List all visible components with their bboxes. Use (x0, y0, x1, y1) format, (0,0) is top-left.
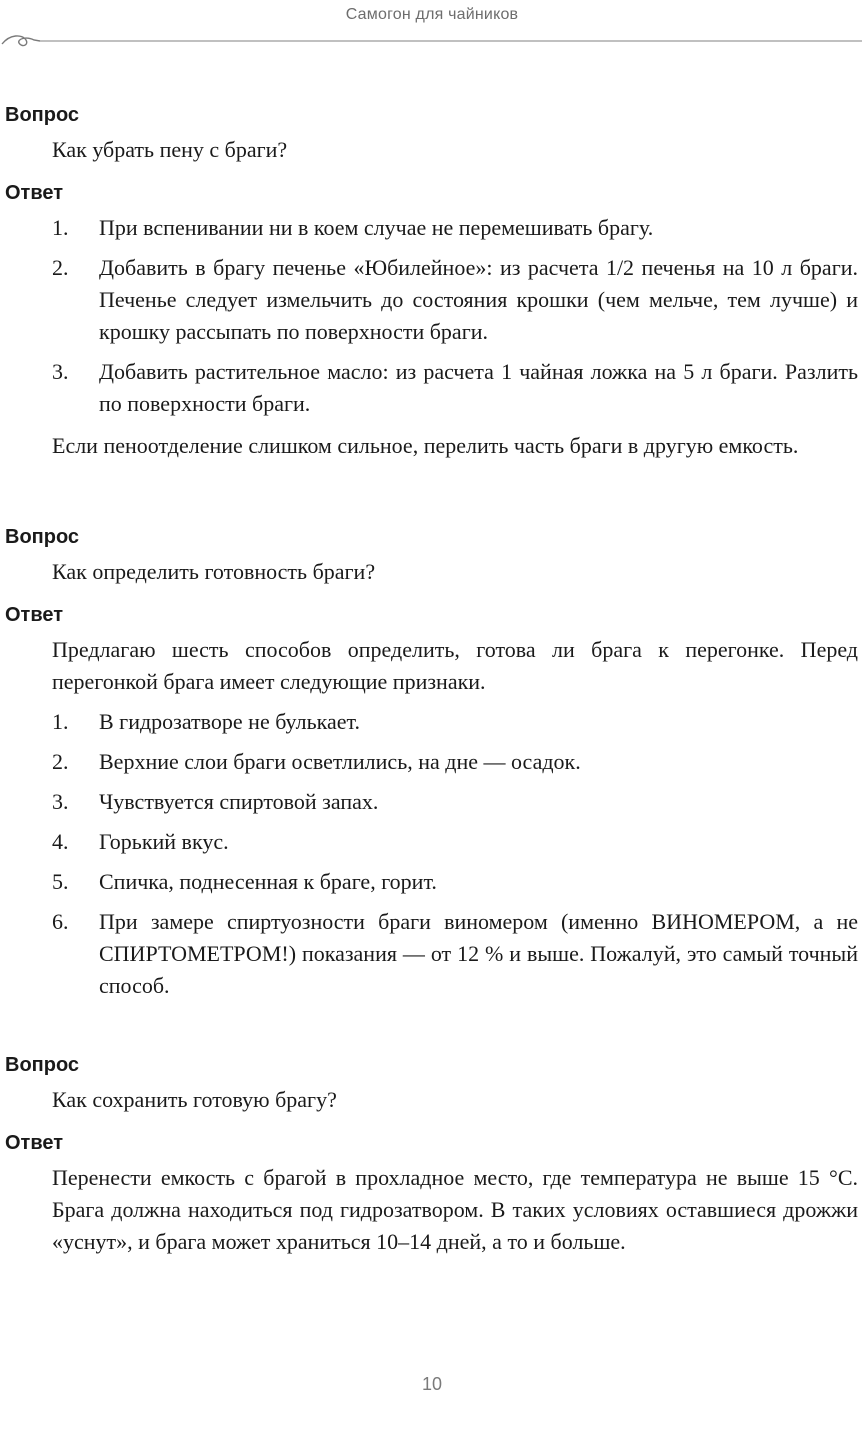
answer-intro: Перенести емкость с брагой в прохладное место, где температура не выше 15 °C. Брага должна находиться под гидрозатвором. В таких условиях оставшиеся дрожжи «уснут», и брага может храниться 10–14 дней, а то и больше. (52, 1165, 858, 1254)
block-spacer (0, 470, 864, 522)
question-label: Вопрос (5, 526, 80, 548)
list-number: 2. (52, 255, 69, 280)
page-number: 10 (421, 1374, 443, 1394)
page-content (0, 100, 864, 1266)
list-item (0, 866, 864, 898)
block-spacer (0, 1010, 864, 1050)
list-text: При вспенивании ни в коем случае не перемешивать брагу. (99, 215, 654, 240)
list-text: Добавить в брагу печенье «Юбилейное»: из расчета 1/2 печенья на 10 л браги. Печенье следует измельчить до состояния крошки (чем мельче, тем лучше) и крошку рассыпать по поверхности браги. (99, 255, 858, 344)
list-number: 1. (52, 709, 69, 734)
header-flourish-rule (0, 30, 864, 52)
answer-label: Ответ (5, 604, 64, 626)
list-number: 3. (52, 359, 69, 384)
list-item (0, 212, 864, 244)
answer-label: Ответ (5, 182, 64, 204)
qa-block-readiness (0, 522, 864, 1002)
list-text: При замере спиртуозности браги виномером (именно ВИНОМЕРОМ, а не СПИРТОМЕТРОМ!) показания — от 12 % и выше. Пожалуй, это самый точный способ. (99, 909, 858, 998)
qa-block-foam (0, 100, 864, 462)
answer-intro: Предлагаю шесть способов определить, готова ли брага к перегонке. Перед перегонкой брага имеет следующие признаки. (52, 637, 858, 694)
list-number: 1. (52, 215, 69, 240)
list-number: 3. (52, 789, 69, 814)
answer-list (0, 212, 864, 420)
list-item (0, 746, 864, 778)
question-text: Как сохранить готовую брагу? (52, 1087, 337, 1112)
running-title: Самогон для чайников (345, 6, 519, 23)
question-text: Как убрать пену с браги? (52, 137, 288, 162)
list-item (0, 906, 864, 1002)
answer-note: Если пеноотделение слишком сильное, перелить часть браги в другую емкость. (52, 433, 799, 458)
list-item (0, 786, 864, 818)
list-text: Горький вкус. (99, 829, 229, 854)
list-item (0, 706, 864, 738)
list-text: Чувствуется спиртовой запах. (99, 789, 379, 814)
list-item (0, 356, 864, 420)
list-item (0, 826, 864, 858)
answer-list (0, 706, 864, 1002)
list-text: Спичка, поднесенная к браге, горит. (99, 869, 437, 894)
question-label: Вопрос (5, 104, 80, 126)
list-number: 5. (52, 869, 69, 894)
list-item (0, 252, 864, 348)
question-text: Как определить готовность браги? (52, 559, 376, 584)
list-text: В гидрозатворе не булькает. (99, 709, 360, 734)
question-label: Вопрос (5, 1054, 80, 1076)
qa-block-storage (0, 1050, 864, 1258)
list-text: Добавить растительное масло: из расчета 1 чайная ложка на 5 л браги. Разлить по поверхности браги. (99, 359, 858, 416)
answer-label: Ответ (5, 1132, 64, 1154)
list-number: 2. (52, 749, 69, 774)
list-number: 6. (52, 909, 69, 934)
list-number: 4. (52, 829, 69, 854)
list-text: Верхние слои браги осветлились, на дне — осадок. (99, 749, 581, 774)
